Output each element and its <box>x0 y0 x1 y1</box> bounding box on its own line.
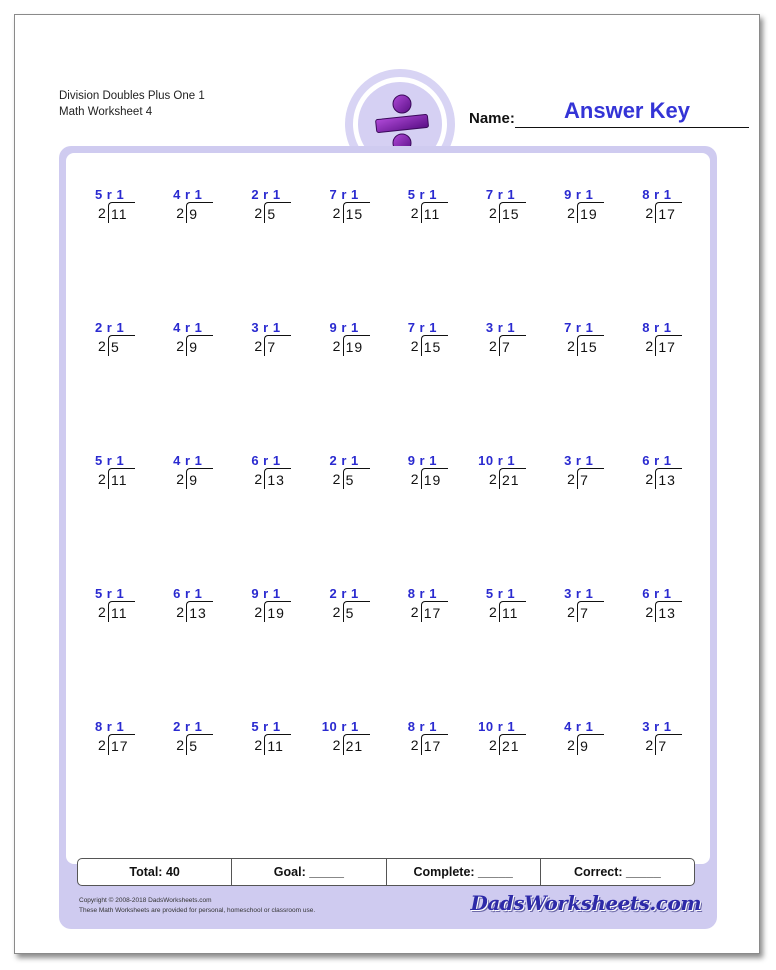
answer-quotient: 4 r 1 <box>173 320 203 335</box>
divisor: 2 <box>567 471 575 487</box>
answer-quotient: 5 r 1 <box>94 453 125 468</box>
division-problem <box>627 185 705 318</box>
copyright-line2: These Math Worksheets are provided for personal, homeschool or classroom use. <box>79 907 316 914</box>
dividend: 11 <box>108 202 135 223</box>
division-problem <box>393 584 471 717</box>
answer-quotient: 7 r 1 <box>485 187 516 202</box>
dividend: 15 <box>577 335 604 356</box>
divisor: 2 <box>410 205 419 221</box>
division-problem <box>315 185 393 318</box>
division-problem <box>393 318 471 451</box>
division-problem <box>471 451 549 584</box>
complete-cell: Complete: _____ <box>387 859 541 885</box>
divisor: 2 <box>332 338 341 354</box>
division-problem <box>236 185 314 318</box>
dividend: 5 <box>343 601 370 622</box>
division-problem <box>549 584 627 717</box>
divisor: 2 <box>98 471 106 487</box>
total-cell: Total: 40 <box>78 859 232 885</box>
dividend: 21 <box>499 468 526 489</box>
dividend: 13 <box>264 468 291 489</box>
dividend: 5 <box>108 335 135 356</box>
dividend: 7 <box>577 601 604 622</box>
answer-quotient: 2 r 1 <box>94 320 125 335</box>
division-problem <box>80 451 158 584</box>
dividend: 9 <box>186 335 213 356</box>
divisor: 2 <box>645 604 654 620</box>
division-problem <box>315 451 393 584</box>
division-problem <box>627 318 705 451</box>
dividend: 17 <box>421 601 448 622</box>
division-problem <box>471 584 549 717</box>
answer-quotient: 5 r 1 <box>407 187 437 202</box>
divisor: 2 <box>254 604 263 620</box>
answer-quotient: 6 r 1 <box>251 453 281 468</box>
answer-quotient: 6 r 1 <box>642 453 672 468</box>
dividend: 11 <box>108 468 135 489</box>
worksheet-title-line1: Division Doubles Plus One 1 <box>59 90 205 102</box>
divisor: 2 <box>410 338 419 354</box>
division-problem <box>158 318 236 451</box>
goal-cell: Goal: _____ <box>232 859 386 885</box>
dividend: 5 <box>264 202 291 223</box>
divisor: 2 <box>332 604 341 620</box>
answer-quotient: 10 r 1 <box>478 719 516 734</box>
divisor: 2 <box>98 338 106 354</box>
dividend: 7 <box>655 734 682 755</box>
worksheet-title-line2: Math Worksheet 4 <box>59 106 153 118</box>
dividend: 15 <box>499 202 526 223</box>
brand-logo: DadsWorksheets.com <box>470 891 701 915</box>
divisor: 2 <box>645 338 654 354</box>
divisor: 2 <box>176 604 184 620</box>
worksheet-frame <box>59 146 717 929</box>
dividend: 15 <box>343 202 370 223</box>
divisor: 2 <box>567 338 575 354</box>
worksheet-title <box>59 88 205 120</box>
answer-quotient: 8 r 1 <box>94 719 125 734</box>
answer-quotient: 6 r 1 <box>642 586 672 601</box>
problems-panel <box>66 153 710 864</box>
dividend: 5 <box>343 468 370 489</box>
dividend: 17 <box>108 734 135 755</box>
answer-quotient: 2 r 1 <box>329 453 359 468</box>
divisor: 2 <box>410 737 419 753</box>
dividend: 11 <box>108 601 135 622</box>
divisor: 2 <box>410 471 419 487</box>
answer-quotient: 5 r 1 <box>485 586 516 601</box>
answer-quotient: 3 r 1 <box>564 453 594 468</box>
dividend: 15 <box>421 335 448 356</box>
dividend: 13 <box>655 601 682 622</box>
division-problem <box>80 185 158 318</box>
divisor: 2 <box>488 205 497 221</box>
division-problem <box>80 717 158 850</box>
dividend: 7 <box>499 335 526 356</box>
division-problem <box>549 318 627 451</box>
answer-quotient: 7 r 1 <box>329 187 359 202</box>
divisor: 2 <box>176 737 184 753</box>
answer-quotient: 7 r 1 <box>407 320 437 335</box>
name-label: Name: <box>469 110 515 127</box>
divisor: 2 <box>645 737 654 753</box>
division-problem <box>236 318 314 451</box>
divisor: 2 <box>645 205 654 221</box>
answer-quotient: 7 r 1 <box>564 320 594 335</box>
answer-quotient: 2 r 1 <box>329 586 359 601</box>
dividend: 9 <box>186 468 213 489</box>
dividend: 11 <box>264 734 291 755</box>
division-problem <box>236 584 314 717</box>
divisor: 2 <box>488 471 497 487</box>
divisor: 2 <box>645 471 654 487</box>
division-problem <box>549 451 627 584</box>
answer-quotient: 5 r 1 <box>251 719 281 734</box>
correct-cell: Correct: _____ <box>573 865 661 879</box>
division-problem <box>158 185 236 318</box>
copyright-line1: Copyright © 2008-2018 DadsWorksheets.com <box>79 897 212 904</box>
answer-quotient: 8 r 1 <box>642 320 672 335</box>
division-problem <box>236 451 314 584</box>
answer-quotient: 5 r 1 <box>94 586 125 601</box>
division-problem <box>471 318 549 451</box>
dividend: 17 <box>421 734 448 755</box>
dividend: 17 <box>655 202 682 223</box>
dividend: 7 <box>577 468 604 489</box>
answer-quotient: 9 r 1 <box>564 187 594 202</box>
divisor: 2 <box>488 604 497 620</box>
answer-quotient: 10 r 1 <box>478 453 516 468</box>
division-problem <box>236 717 314 850</box>
divisor: 2 <box>332 737 341 753</box>
division-problem <box>158 584 236 717</box>
division-problem <box>80 584 158 717</box>
answer-quotient: 8 r 1 <box>642 187 672 202</box>
answer-quotient: 9 r 1 <box>407 453 437 468</box>
worksheet-page <box>14 14 760 954</box>
divisor: 2 <box>410 604 419 620</box>
divisor: 2 <box>567 604 575 620</box>
copyright-notice <box>79 896 315 916</box>
division-problem <box>627 584 705 717</box>
answer-quotient: 9 r 1 <box>329 320 359 335</box>
dividend: 21 <box>499 734 526 755</box>
score-table <box>77 858 695 886</box>
dividend: 9 <box>577 734 604 755</box>
answer-quotient: 2 r 1 <box>251 187 281 202</box>
dividend: 7 <box>264 335 291 356</box>
answer-quotient: 4 r 1 <box>564 719 594 734</box>
answer-quotient: 9 r 1 <box>251 586 281 601</box>
answer-quotient: 3 r 1 <box>564 586 594 601</box>
answer-quotient: 4 r 1 <box>173 453 203 468</box>
dividend: 11 <box>499 601 526 622</box>
division-problem <box>471 717 549 850</box>
dividend: 19 <box>421 468 448 489</box>
division-problem <box>627 451 705 584</box>
answer-quotient: 6 r 1 <box>173 586 203 601</box>
divisor: 2 <box>98 604 106 620</box>
answer-key-title: Answer Key <box>564 98 690 123</box>
divisor: 2 <box>254 338 263 354</box>
name-line <box>515 127 749 128</box>
divisor: 2 <box>488 737 497 753</box>
division-problem <box>158 451 236 584</box>
division-problem <box>549 717 627 850</box>
dividend: 17 <box>655 335 682 356</box>
division-problem <box>393 451 471 584</box>
divisor: 2 <box>254 205 263 221</box>
division-problem <box>315 584 393 717</box>
division-problem <box>471 185 549 318</box>
divisor: 2 <box>488 338 497 354</box>
divisor: 2 <box>332 205 341 221</box>
divisor: 2 <box>567 205 575 221</box>
divisor: 2 <box>98 737 106 753</box>
answer-quotient: 8 r 1 <box>407 586 437 601</box>
problems-grid <box>80 185 708 855</box>
answer-quotient: 4 r 1 <box>173 187 203 202</box>
answer-quotient: 5 r 1 <box>94 187 125 202</box>
dividend: 9 <box>186 202 213 223</box>
dividend: 19 <box>343 335 370 356</box>
answer-quotient: 3 r 1 <box>485 320 516 335</box>
answer-quotient: 10 r 1 <box>321 719 359 734</box>
division-problem <box>393 185 471 318</box>
divisor: 2 <box>98 205 106 221</box>
answer-quotient: 3 r 1 <box>251 320 281 335</box>
dividend: 19 <box>577 202 604 223</box>
divisor: 2 <box>254 737 263 753</box>
division-problem <box>627 717 705 850</box>
divisor: 2 <box>567 737 575 753</box>
division-problem <box>393 717 471 850</box>
dividend: 5 <box>186 734 213 755</box>
division-problem <box>158 717 236 850</box>
division-problem <box>549 185 627 318</box>
division-problem <box>315 318 393 451</box>
division-problem <box>80 318 158 451</box>
division-problem <box>315 717 393 850</box>
answer-quotient: 3 r 1 <box>642 719 672 734</box>
divisor: 2 <box>176 205 184 221</box>
divisor: 2 <box>176 338 184 354</box>
answer-quotient: 8 r 1 <box>407 719 437 734</box>
dividend: 11 <box>421 202 448 223</box>
dividend: 13 <box>186 601 213 622</box>
dividend: 21 <box>343 734 370 755</box>
divisor: 2 <box>176 471 184 487</box>
dividend: 13 <box>655 468 682 489</box>
divisor: 2 <box>332 471 341 487</box>
dividend: 19 <box>264 601 291 622</box>
answer-quotient: 2 r 1 <box>173 719 203 734</box>
divisor: 2 <box>254 471 263 487</box>
